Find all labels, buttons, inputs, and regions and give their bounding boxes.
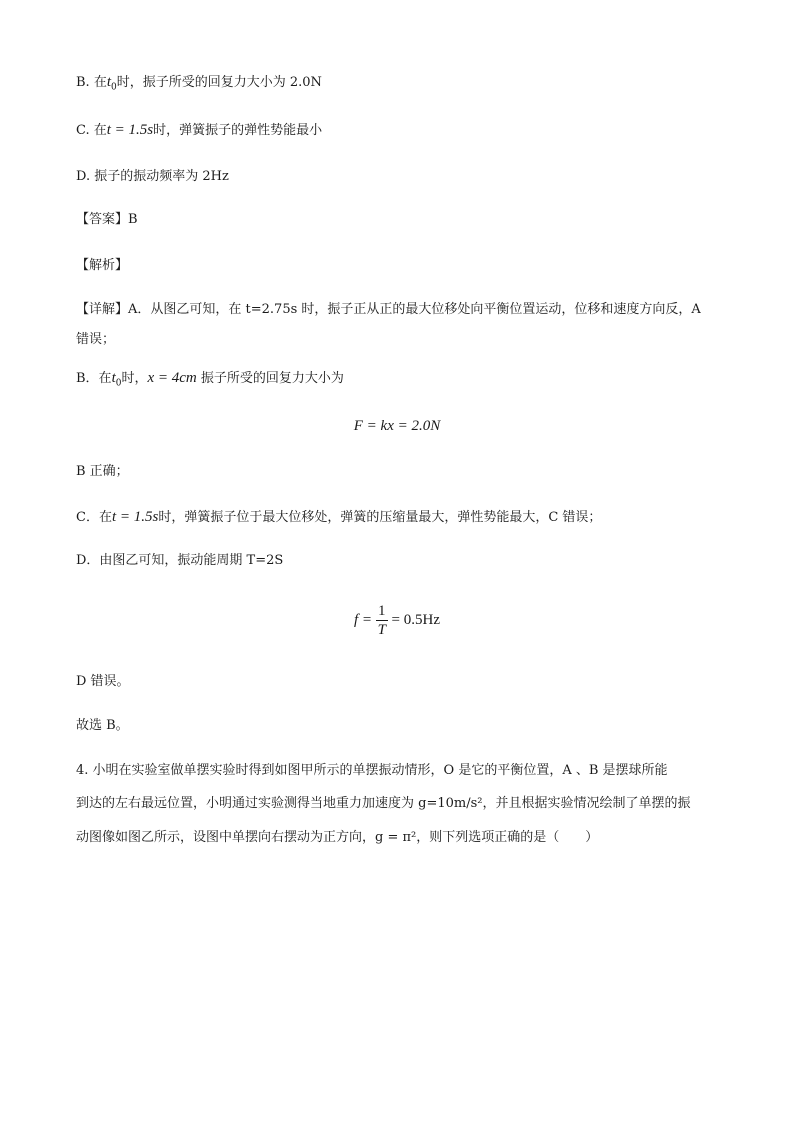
answer-value: B: [128, 212, 138, 227]
conclusion: 故选 B。: [76, 718, 129, 733]
detail-line-2: 错误；: [76, 332, 116, 347]
detail-b: B．在$t_0$时，x = 4cm 振子所受的回复力大小为: [76, 370, 344, 389]
answer-line: [76, 210, 138, 230]
question-4-line-3: 动图像如图乙所示，设图中单摆向右摆动为正方向，g = π²，则下列选项正确的是（ ）: [76, 830, 599, 845]
detail-b-result: B 正确；: [76, 464, 129, 479]
formula-restoring-force: F = kx = 2.0N: [353, 418, 441, 434]
option-c: C. 在t = 1.5s时，弹簧振子的弹性势能最小: [76, 122, 323, 138]
detail-label: 【详解】: [76, 302, 129, 317]
detail-d-result: D 错误。: [76, 674, 130, 689]
question-4-line-2: 到达的左右最远位置，小明通过实验测得当地重力加速度为 g=10m/s²，并且根据实验情况绘制了单摆的振: [76, 796, 691, 811]
option-d: D. 振子的振动频率为 2Hz: [76, 169, 229, 184]
detail-line-1: 【详解】A．从图乙可知，在 t=2.75s 时，振子正从正的最大位移处向平衡位置运动，位移和速度方向反，A: [76, 302, 701, 317]
formula-frequency: f = $\frac{1}{T}$ = 0.5Hz: [354, 603, 440, 639]
fraction: $\frac{1}{T}$: [377, 603, 386, 639]
detail-d: D．由图乙可知，振动能周期 T=2S: [76, 553, 284, 568]
answer-label: 【答案】: [76, 212, 129, 227]
question-4-line-1: 4. 小明在实验室做单摆实验时得到如图甲所示的单摆振动情形，O 是它的平衡位置，A 、B 是摆球所能: [76, 763, 668, 778]
option-b: B. 在$t_0$时，振子所受的回复力大小为 2.0N: [76, 74, 322, 93]
analysis-label: 【解析】: [76, 258, 129, 273]
detail-c: C．在t = 1.5s时，弹簧振子位于最大位移处，弹簧的压缩量最大，弹性势能最大，C 错误；: [76, 509, 602, 525]
